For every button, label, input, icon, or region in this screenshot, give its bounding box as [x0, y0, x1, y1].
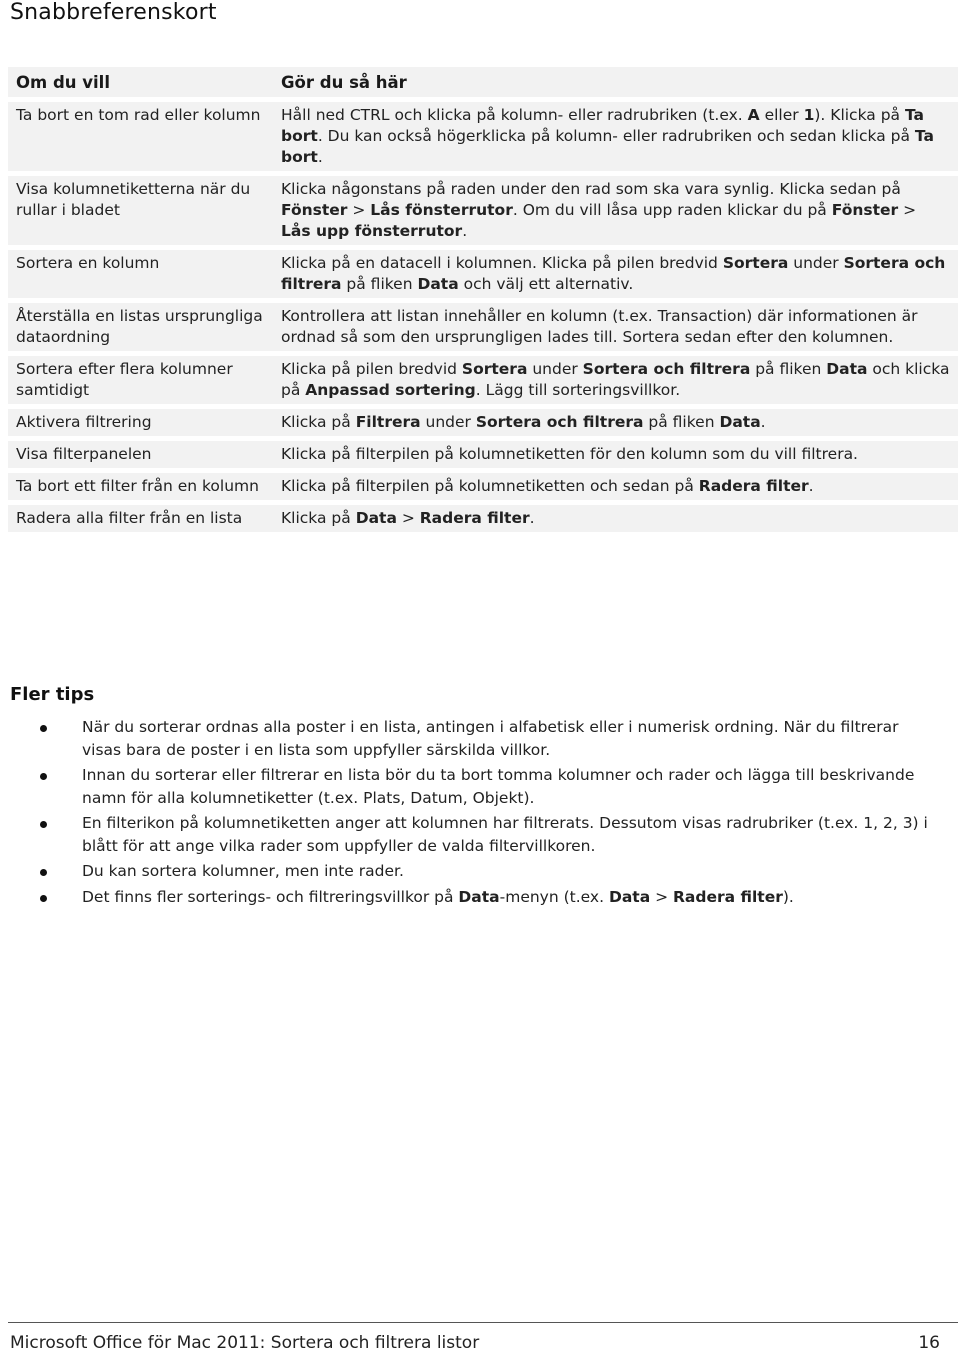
text-run: ).: [782, 887, 794, 906]
text-run: .: [808, 477, 814, 495]
tips-heading: Fler tips: [10, 684, 95, 705]
list-item: [0, 860, 940, 883]
bold-term: Sortera och filtrera: [475, 413, 644, 431]
bold-term: Data: [608, 887, 651, 906]
text-run: >: [650, 887, 673, 906]
steps-cell: [273, 409, 958, 436]
table-header-row: [8, 67, 958, 97]
bold-term: Ta bort: [281, 106, 925, 145]
text-run: och välj ett alternativ.: [458, 275, 634, 293]
task-cell: Ta bort ett filter från en kolumn: [8, 473, 273, 500]
bold-term: Data: [826, 360, 868, 378]
text-run: under: [788, 254, 844, 272]
steps-cell: [273, 356, 958, 404]
text-run: Håll ned CTRL och klicka på kolumn- eller radrubriken (t.ex.: [281, 106, 748, 124]
steps-cell: [273, 473, 958, 500]
text-run: >: [898, 201, 917, 219]
text-run: .: [529, 509, 535, 527]
table-row: [8, 473, 958, 500]
list-item: [0, 812, 940, 857]
text-run: .: [462, 222, 468, 240]
steps-cell: [273, 250, 958, 298]
task-cell: Sortera en kolumn: [8, 250, 273, 298]
bold-term: Data: [719, 413, 761, 431]
bold-term: Data: [417, 275, 459, 293]
bullet-icon: [40, 725, 47, 732]
text-run: Kontrollera att listan innehåller en kolumn (t.ex. Transaction) där informationen är ordnad så som den ursprungligen lades till. Sortera sedan efter den kolumnen.: [281, 307, 918, 346]
text-run: ). Klicka på: [814, 106, 905, 124]
text-run: >: [396, 509, 420, 527]
bold-term: Sortera och filtrera: [281, 254, 946, 293]
bold-term: Fönster: [281, 201, 348, 219]
quick-reference-table: [8, 62, 958, 537]
table-row: [8, 303, 958, 351]
text-run: Det finns fler sorterings- och filtreringsvillkor på: [82, 887, 459, 906]
text-run: Klicka någonstans på raden under den rad som ska vara synlig. Klicka sedan på: [281, 180, 901, 198]
list-item: [0, 886, 940, 909]
text-run: Klicka på en datacell i kolumnen. Klicka på pilen bredvid: [281, 254, 723, 272]
task-cell: Sortera efter flera kolumner samtidigt: [8, 356, 273, 404]
text-run: .: [317, 148, 323, 166]
text-run: på fliken: [341, 275, 418, 293]
text-run: . Lägg till sorteringsvillkor.: [475, 381, 681, 399]
header-steps: Gör du så här: [273, 67, 958, 97]
steps-cell: [273, 102, 958, 171]
steps-cell: [273, 303, 958, 351]
bold-term: Sortera: [722, 254, 789, 272]
text-run: Klicka på: [281, 413, 356, 431]
tips-list: [0, 716, 940, 911]
page-number: 16: [918, 1333, 940, 1353]
steps-cell: [273, 441, 958, 468]
list-item: [0, 716, 940, 761]
bold-term: Sortera och filtrera: [582, 360, 751, 378]
table-row: [8, 505, 958, 532]
text-run: Klicka på pilen bredvid: [281, 360, 462, 378]
table-row: [8, 356, 958, 404]
list-item: [0, 764, 940, 809]
text-run: -menyn (t.ex.: [499, 887, 609, 906]
table-row: [8, 441, 958, 468]
header-task: Om du vill: [8, 67, 273, 97]
text-run: . Om du vill låsa upp raden klickar du på: [512, 201, 832, 219]
text-run: Innan du sorterar eller filtrerar en lista bör du ta bort tomma kolumner och rader och lägga till beskrivande namn för alla kolumnetiketter (t.ex. Plats, Datum, Objekt).: [82, 766, 915, 807]
steps-cell: [273, 176, 958, 245]
task-cell: Visa kolumnetiketterna när du rullar i bladet: [8, 176, 273, 245]
task-cell: Ta bort en tom rad eller kolumn: [8, 102, 273, 171]
steps-cell: [273, 505, 958, 532]
bold-term: Ta bort: [281, 127, 934, 166]
bold-term: Data: [355, 509, 397, 527]
text-run: Du kan sortera kolumner, men inte rader.: [82, 862, 404, 880]
table-row: [8, 102, 958, 171]
bold-term: Radera filter: [698, 477, 809, 495]
bold-term: Sortera: [461, 360, 528, 378]
task-cell: Aktivera filtrering: [8, 409, 273, 436]
table-row: [8, 250, 958, 298]
text-run: och klicka på: [281, 360, 950, 399]
bold-term: Fönster: [831, 201, 899, 219]
text-run: Klicka på: [281, 509, 356, 527]
footer-title: Microsoft Office för Mac 2011: Sortera och filtrera listor: [10, 1333, 480, 1353]
bullet-icon: [40, 773, 47, 780]
table-body: [8, 102, 958, 532]
page-title: Snabbreferenskort: [10, 0, 217, 25]
bold-term: Radera filter: [419, 509, 530, 527]
footer-divider: [8, 1322, 958, 1323]
task-cell: Återställa en listas ursprungliga dataordning: [8, 303, 273, 351]
bold-term: Lås upp fönsterrutor: [281, 222, 463, 240]
bold-term: Radera filter: [673, 887, 783, 906]
text-run: När du sorterar ordnas alla poster i en lista, antingen i alfabetisk eller i numerisk ordning. När du filtrerar visas bara de poster i en lista som uppfyller särskilda villkor.: [82, 718, 899, 759]
bold-term: A: [747, 106, 760, 124]
text-run: . Du kan också högerklicka på kolumn- eller radrubriken och sedan klicka på: [317, 127, 915, 145]
bullet-icon: [40, 895, 47, 902]
bold-term: Lås fönsterrutor: [370, 201, 513, 219]
text-run: Klicka på filterpilen på kolumnetiketten och sedan på: [281, 477, 699, 495]
text-run: under: [527, 360, 583, 378]
table-row: [8, 409, 958, 436]
text-run: .: [760, 413, 766, 431]
text-run: på fliken: [750, 360, 827, 378]
text-run: En filterikon på kolumnetiketten anger att kolumnen har filtrerats. Dessutom visas radrubriker (t.ex. 1, 2, 3) i blått för att ange vilka rader som uppfyller de valda filtervillkoren.: [82, 814, 928, 855]
task-cell: Radera alla filter från en lista: [8, 505, 273, 532]
text-run: på fliken: [643, 413, 720, 431]
text-run: under: [420, 413, 476, 431]
bold-term: Filtrera: [355, 413, 421, 431]
bullet-icon: [40, 821, 47, 828]
task-cell: Visa filterpanelen: [8, 441, 273, 468]
table-row: [8, 176, 958, 245]
text-run: eller: [759, 106, 804, 124]
text-run: Klicka på filterpilen på kolumnetiketten för den kolumn som du vill filtrera.: [281, 445, 858, 463]
bold-term: 1: [803, 106, 815, 124]
bold-term: Data: [458, 887, 500, 906]
text-run: >: [347, 201, 371, 219]
bullet-icon: [40, 869, 47, 876]
bold-term: Anpassad sortering: [305, 381, 476, 399]
